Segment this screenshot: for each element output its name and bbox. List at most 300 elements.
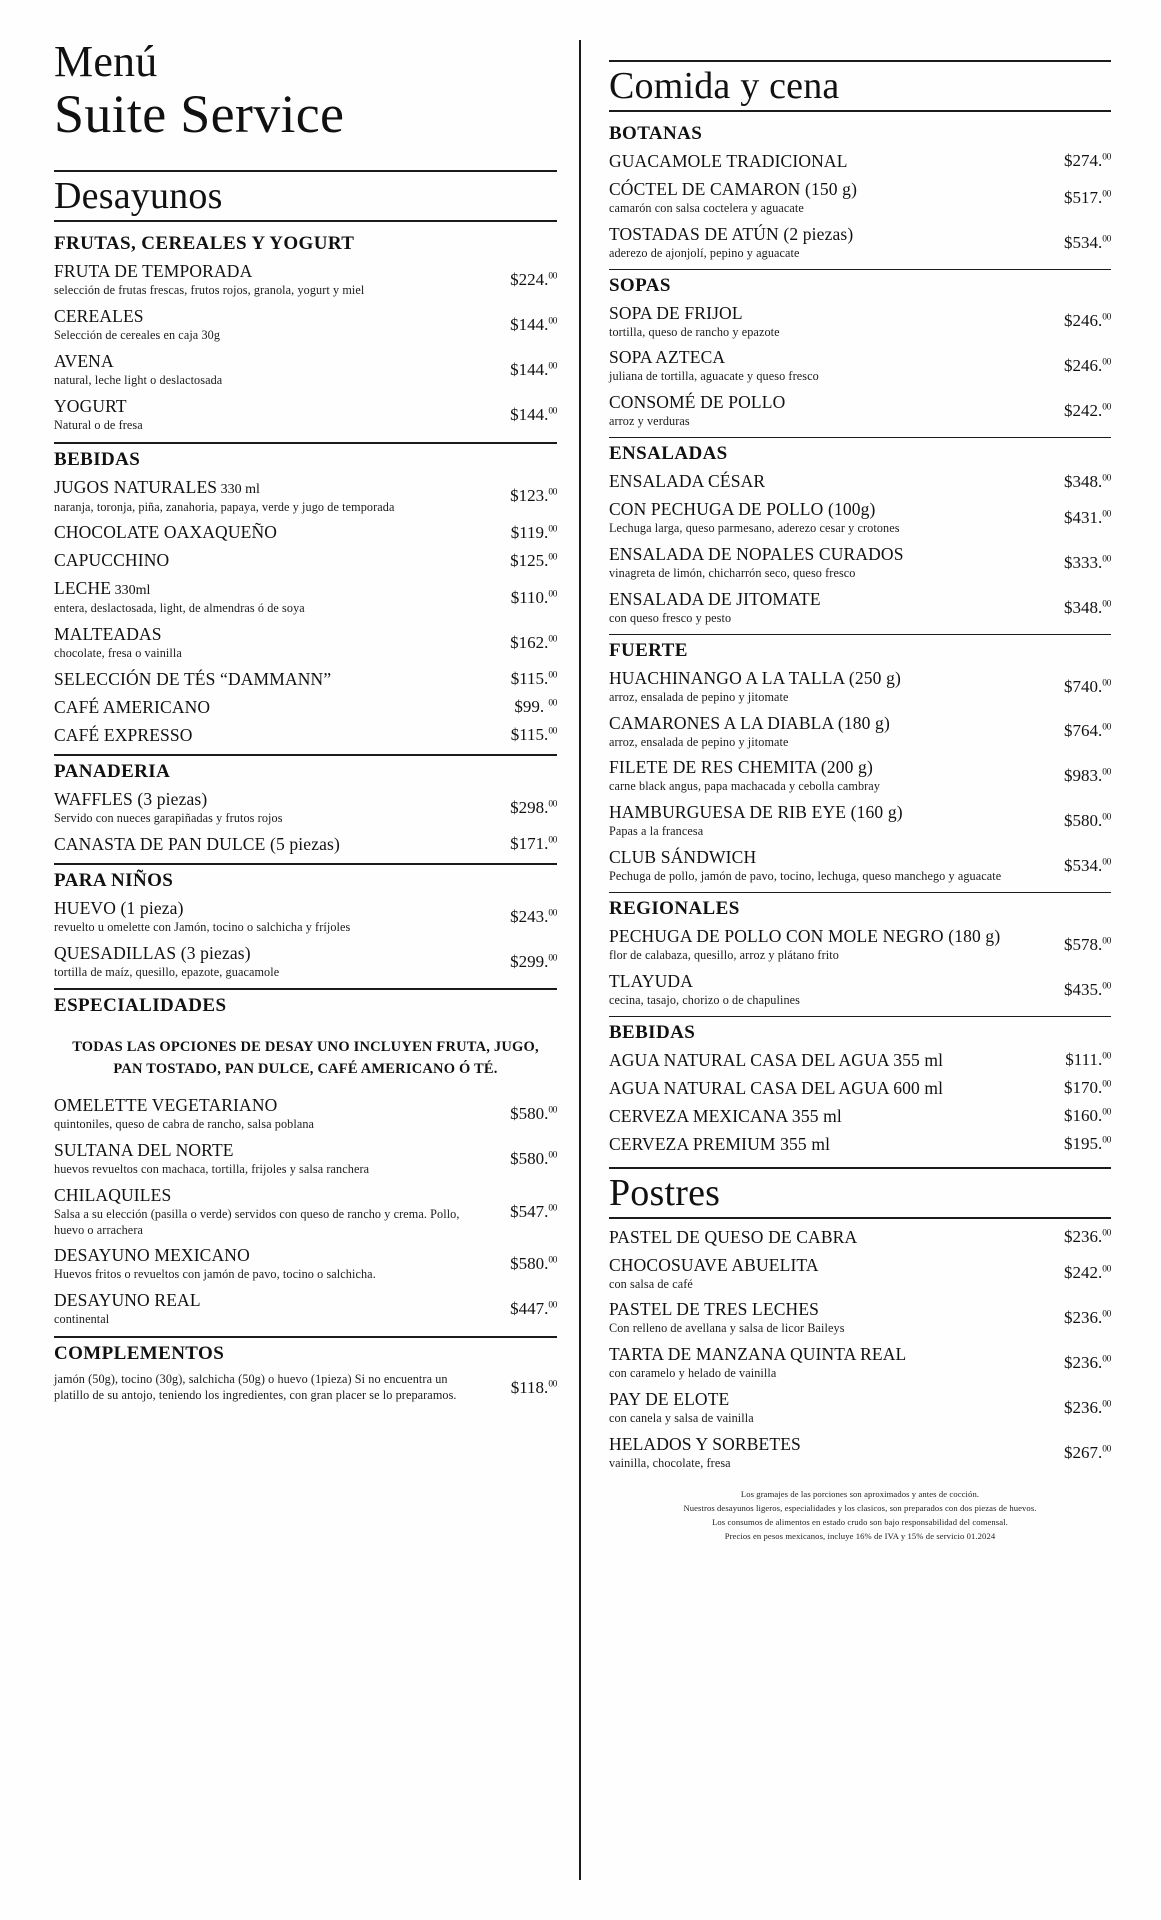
menu-item-name: CON PECHUGA DE POLLO (100g) bbox=[608, 499, 876, 520]
section-items bbox=[54, 787, 557, 855]
menu-item-main bbox=[609, 1299, 1039, 1337]
menu-item bbox=[609, 499, 1111, 537]
menu-item-main bbox=[54, 789, 485, 827]
section-items bbox=[609, 301, 1111, 431]
menu-item-name: CANASTA DE PAN DULCE (5 piezas) bbox=[54, 833, 340, 854]
menu-item bbox=[54, 725, 557, 746]
menu-item-description: con canela y salsa de vainilla bbox=[608, 1411, 754, 1426]
menu-item bbox=[609, 668, 1111, 706]
menu-item-price: $348.00 bbox=[1064, 471, 1111, 491]
menu-item-name: PAY DE ELOTE bbox=[608, 1389, 730, 1410]
menu-item-name: LECHE 330ml bbox=[54, 578, 151, 599]
menu-item-name: YOGURT bbox=[54, 395, 127, 416]
menu-item-price: $170.00 bbox=[1064, 1078, 1111, 1098]
menu-item-description: juliana de tortilla, aguacate y queso fresco bbox=[608, 369, 819, 384]
menu-item-main bbox=[54, 943, 485, 981]
price-cents: 00 bbox=[548, 361, 558, 372]
menu-item-name: SULTANA DEL NORTE bbox=[54, 1139, 234, 1160]
menu-item-main bbox=[54, 261, 485, 299]
comida-cena-title: Comida y cena bbox=[608, 65, 840, 107]
menu-section bbox=[609, 118, 1111, 262]
menu-item-price: $580.00 bbox=[510, 1103, 558, 1123]
price-cents: 00 bbox=[548, 1300, 558, 1311]
menu-item-description: Huevos fritos o revueltos con jamón de pavo, tocino o salchicha. bbox=[54, 1267, 376, 1282]
suite-service-title: Suite Service bbox=[54, 84, 345, 144]
section-items bbox=[609, 149, 1111, 262]
menu-item-name: PECHUGA DE POLLO CON MOLE NEGRO (180 g) bbox=[608, 926, 1001, 946]
left-column bbox=[24, 22, 579, 1906]
menu-item-description: arroz y verduras bbox=[608, 414, 690, 429]
menu-item bbox=[54, 1371, 557, 1404]
menu-item-price: $160.00 bbox=[1064, 1106, 1111, 1126]
menu-item-name: AVENA bbox=[54, 351, 114, 372]
menu-item-price: $195.00 bbox=[1064, 1134, 1111, 1154]
menu-item-main bbox=[609, 151, 1039, 172]
menu-item-price: $983.00 bbox=[1064, 766, 1111, 786]
section-desayunos-header bbox=[54, 170, 557, 222]
menu-item-name: SELECCIÓN DE TÉS “DAMMANN” bbox=[54, 668, 332, 689]
menu-word: Menú bbox=[54, 37, 158, 86]
menu-item-price: $580.00 bbox=[510, 1148, 558, 1168]
section-heading: SOPAS bbox=[609, 269, 1111, 301]
price-cents: 00 bbox=[1102, 677, 1111, 688]
menu-item-name: AGUA NATURAL CASA DEL AGUA 355 ml bbox=[608, 1049, 944, 1070]
price-cents: 00 bbox=[548, 698, 558, 709]
menu-item-price: $447.00 bbox=[510, 1299, 558, 1319]
menu-item-name: CAMARONES A LA DIABLA (180 g) bbox=[608, 712, 890, 733]
menu-section bbox=[609, 634, 1111, 885]
menu-item-price: $236.00 bbox=[1064, 1227, 1111, 1247]
menu-item-description: Lechuga larga, queso parmesano, aderezo cesar y crotones bbox=[608, 521, 900, 536]
price-cents: 00 bbox=[548, 487, 558, 498]
menu-item-price: $517.00 bbox=[1064, 187, 1111, 207]
menu-section bbox=[609, 437, 1111, 627]
menu-item-main bbox=[609, 303, 1039, 341]
menu-item bbox=[54, 1140, 557, 1178]
menu-item-name: OMELETTE VEGETARIANO bbox=[54, 1094, 278, 1115]
price-cents: 00 bbox=[1102, 812, 1111, 823]
menu-item-description: Servido con nueces garapiñadas y frutos rojos bbox=[54, 810, 283, 825]
menu-item bbox=[609, 1299, 1111, 1337]
price-cents: 00 bbox=[1102, 509, 1111, 520]
menu-section bbox=[609, 892, 1111, 1009]
menu-item-main bbox=[54, 697, 485, 718]
menu-item bbox=[54, 669, 557, 690]
price-cents: 00 bbox=[548, 1150, 558, 1161]
menu-item-name: CHOCOSUAVE ABUELITA bbox=[608, 1254, 819, 1275]
menu-item bbox=[609, 926, 1111, 964]
menu-item bbox=[54, 789, 557, 827]
menu-item bbox=[609, 1255, 1111, 1293]
section-heading: PANADERIA bbox=[54, 754, 557, 787]
menu-item-quantity: 330 ml bbox=[217, 481, 260, 497]
menu-item-price: $435.00 bbox=[1064, 979, 1111, 999]
menu-item-price: $125.00 bbox=[510, 550, 558, 570]
menu-item-description: flor de calabaza, quesillo, arroz y plátano frito bbox=[608, 948, 839, 962]
price-cents: 00 bbox=[1102, 1228, 1111, 1239]
menu-item-price: $123.00 bbox=[510, 486, 558, 506]
legal-footer-line: Los consumos de alimentos en estado crudo son bajo responsabilidad del comensal. bbox=[712, 1516, 1008, 1527]
price-cents: 00 bbox=[548, 1202, 558, 1213]
price-cents: 00 bbox=[1102, 1264, 1111, 1275]
menu-item-main bbox=[609, 347, 1039, 385]
menu-item bbox=[609, 1078, 1111, 1099]
section-postres-header bbox=[609, 1167, 1111, 1219]
menu-item-description: Selección de cereales en caja 30g bbox=[54, 328, 221, 343]
menu-item-price: $580.00 bbox=[1064, 811, 1111, 831]
menu-item-main bbox=[609, 1078, 1039, 1099]
menu-item-main bbox=[54, 578, 485, 617]
menu-item-description: Con relleno de avellana y salsa de licor Baileys bbox=[608, 1321, 845, 1336]
menu-item-price: $299.00 bbox=[510, 951, 558, 971]
menu-section bbox=[54, 442, 557, 746]
section-items bbox=[54, 1093, 557, 1328]
menu-item-description: camarón con salsa coctelera y aguacate bbox=[608, 200, 804, 215]
price-cents: 00 bbox=[1102, 599, 1111, 610]
menu-item bbox=[54, 898, 557, 936]
menu-item bbox=[609, 802, 1111, 840]
menu-item bbox=[609, 589, 1111, 627]
price-cents: 00 bbox=[548, 670, 558, 681]
menu-item-main bbox=[54, 624, 485, 662]
menu-item-main bbox=[54, 550, 485, 571]
menu-item-name: DESAYUNO REAL bbox=[54, 1290, 201, 1311]
price-cents: 00 bbox=[1102, 1399, 1111, 1410]
menu-item bbox=[54, 624, 557, 662]
menu-item-description: con queso fresco y pesto bbox=[608, 610, 732, 625]
menu-item-price: $236.00 bbox=[1064, 1308, 1111, 1328]
menu-item bbox=[609, 1106, 1111, 1127]
menu-item-name: ENSALADA CÉSAR bbox=[608, 471, 766, 492]
menu-item-description: selección de frutas frescas, frutos rojos, granola, yogurt y miel bbox=[54, 283, 365, 298]
menu-item-price: $171.00 bbox=[510, 834, 558, 854]
price-cents: 00 bbox=[548, 799, 558, 810]
menu-item-price: $110.00 bbox=[510, 587, 558, 607]
menu-item-main bbox=[609, 1227, 1039, 1248]
price-cents: 00 bbox=[548, 726, 558, 737]
menu-item bbox=[609, 151, 1111, 172]
menu-item bbox=[609, 1227, 1111, 1248]
menu-item-description: quintoniles, queso de cabra de rancho, salsa poblana bbox=[54, 1116, 315, 1131]
menu-item-description: naranja, toronja, piña, zanahoria, papaya, verde y jugo de temporada bbox=[54, 499, 395, 514]
menu-item bbox=[54, 351, 557, 389]
price-cents: 00 bbox=[548, 316, 558, 327]
menu-item-description: aderezo de ajonjolí, pepino y aguacate bbox=[608, 245, 800, 260]
menu-item-name: SOPA AZTECA bbox=[608, 347, 726, 368]
menu-item-main bbox=[54, 725, 485, 746]
menu-item-name: ENSALADA DE JITOMATE bbox=[608, 588, 821, 609]
menu-item bbox=[609, 224, 1111, 262]
menu-section bbox=[54, 988, 557, 1328]
menu-item-main bbox=[54, 1140, 485, 1178]
menu-item-main bbox=[54, 1185, 485, 1239]
menu-item bbox=[54, 943, 557, 981]
section-heading: FUERTE bbox=[609, 634, 1111, 666]
menu-item bbox=[609, 1434, 1111, 1472]
menu-item bbox=[54, 306, 557, 344]
menu-item-description: tortilla, queso de rancho y epazote bbox=[608, 324, 780, 339]
menu-item-name: CAFÉ EXPRESSO bbox=[54, 724, 193, 745]
menu-item-description: continental bbox=[54, 1312, 110, 1327]
menu-item-main bbox=[609, 544, 1039, 582]
menu-item-name: CEREALES bbox=[54, 306, 144, 327]
price-cents: 00 bbox=[1102, 152, 1111, 163]
menu-item-price: $267.00 bbox=[1064, 1442, 1111, 1462]
price-cents: 00 bbox=[1102, 722, 1111, 733]
menu-item-description: tortilla de maíz, quesillo, epazote, guacamole bbox=[54, 964, 280, 979]
price-cents: 00 bbox=[1102, 767, 1111, 778]
menu-item-name: CERVEZA MEXICANA 355 ml bbox=[608, 1105, 842, 1126]
menu-item-main bbox=[609, 1434, 1039, 1472]
menu-item-name: SOPA DE FRIJOL bbox=[608, 302, 743, 323]
legal-footer-line: Nuestros desayunos ligeros, especialidades y los clasicos, son preparados con dos piezas de huevos. bbox=[683, 1502, 1037, 1513]
menu-item-price: $111.00 bbox=[1065, 1050, 1111, 1070]
menu-item-name: MALTEADAS bbox=[54, 624, 162, 645]
section-heading: ESPECIALIDADES bbox=[54, 988, 557, 1021]
menu-item-name: HUACHINANGO A LA TALLA (250 g) bbox=[608, 667, 901, 688]
menu-item-main bbox=[609, 926, 1039, 964]
menu-item-main bbox=[609, 1255, 1039, 1293]
menu-item bbox=[609, 392, 1111, 430]
masthead bbox=[54, 37, 557, 144]
menu-item-name: DESAYUNO MEXICANO bbox=[54, 1245, 250, 1266]
menu-item-main bbox=[54, 669, 485, 690]
price-cents: 00 bbox=[548, 552, 558, 563]
menu-item-main bbox=[54, 351, 485, 389]
legal-footer bbox=[609, 1488, 1111, 1544]
desayunos-title: Desayunos bbox=[54, 175, 223, 218]
menu-item-main bbox=[609, 802, 1039, 840]
menu-item-main bbox=[609, 668, 1039, 706]
menu-item-main bbox=[609, 499, 1039, 537]
section-note: TODAS LAS OPCIONES DE DESAY UNO INCLUYEN FRUTA, JUGO, PAN TOSTADO, PAN DULCE, CAFÉ AMERICANO Ó TÉ. bbox=[72, 1039, 539, 1078]
menu-item-price: $547.00 bbox=[510, 1201, 558, 1221]
menu-item-price: $298.00 bbox=[510, 797, 558, 817]
section-heading: COMPLEMENTOS bbox=[54, 1336, 557, 1369]
price-cents: 00 bbox=[1102, 857, 1111, 868]
menu-item-name: WAFFLES (3 piezas) bbox=[54, 788, 208, 809]
section-comida-cena-header bbox=[609, 60, 1111, 112]
menu-item-name: HELADOS Y SORBETES bbox=[608, 1433, 801, 1454]
menu-item-description: carne black angus, papa machacada y cebolla cambray bbox=[608, 779, 881, 794]
menu-item-price: $242.00 bbox=[1064, 401, 1111, 421]
menu-item-name: GUACAMOLE TRADICIONAL bbox=[608, 150, 848, 171]
section-items bbox=[54, 259, 557, 433]
menu-item bbox=[54, 1290, 557, 1328]
menu-item-name: FILETE DE RES CHEMITA (200 g) bbox=[608, 757, 873, 778]
price-cents: 00 bbox=[1102, 312, 1111, 323]
menu-item bbox=[609, 757, 1111, 795]
menu-item bbox=[54, 261, 557, 299]
menu-item-name: QUESADILLAS (3 piezas) bbox=[54, 942, 251, 963]
menu-item-main bbox=[609, 1134, 1039, 1155]
menu-item-description: cecina, tasajo, chorizo o de chapulines bbox=[608, 992, 801, 1007]
menu-item bbox=[609, 347, 1111, 385]
price-cents: 00 bbox=[548, 835, 558, 846]
legal-footer-line: Precios en pesos mexicanos, incluye 16% de IVA y 15% de servicio 01.2024 bbox=[724, 1530, 996, 1541]
menu-item-price: $246.00 bbox=[1064, 356, 1111, 376]
menu-section bbox=[609, 269, 1111, 431]
menu-item bbox=[54, 522, 557, 543]
right-sections bbox=[609, 118, 1111, 1155]
menu-item-price: $144.00 bbox=[510, 315, 558, 335]
left-sections bbox=[54, 228, 557, 1404]
menu-item-name: TLAYUDA bbox=[608, 970, 693, 991]
menu-item-main bbox=[609, 471, 1039, 492]
menu-item-main bbox=[609, 1106, 1039, 1127]
price-cents: 00 bbox=[548, 1105, 558, 1116]
menu-item-description: Pechuga de pollo, jamón de pavo, tocino, lechuga, queso manchego y aguacate bbox=[608, 869, 1002, 884]
price-cents: 00 bbox=[1102, 189, 1111, 200]
menu-item-main bbox=[54, 834, 485, 855]
menu-item bbox=[54, 477, 557, 516]
section-items bbox=[609, 666, 1111, 885]
menu-item-price: $274.00 bbox=[1064, 151, 1111, 171]
menu-item-main bbox=[609, 392, 1039, 430]
menu-item bbox=[54, 550, 557, 571]
menu-item-main bbox=[54, 477, 485, 516]
menu-item-main bbox=[54, 1245, 485, 1283]
menu-item-main bbox=[54, 306, 485, 344]
menu-item-name: CLUB SÁNDWICH bbox=[608, 847, 757, 868]
menu-item-description: Natural o de fresa bbox=[54, 417, 143, 432]
menu-section bbox=[54, 863, 557, 981]
menu-item bbox=[609, 471, 1111, 492]
price-cents: 00 bbox=[1102, 936, 1111, 947]
menu-item-price: $243.00 bbox=[510, 906, 558, 926]
section-heading: REGIONALES bbox=[609, 892, 1111, 924]
legal-footer-line: Los gramajes de las porciones son aproximados y antes de cocción. bbox=[740, 1488, 980, 1499]
section-items bbox=[54, 896, 557, 981]
menu-item-name: PASTEL DE QUESO DE CABRA bbox=[608, 1226, 858, 1247]
section-heading: ENSALADAS bbox=[609, 437, 1111, 469]
menu-item bbox=[609, 544, 1111, 582]
menu-item-name: JUGOS NATURALES 330 ml bbox=[54, 476, 260, 497]
menu-item-main bbox=[54, 396, 485, 434]
price-cents: 00 bbox=[1102, 1107, 1111, 1118]
section-items bbox=[609, 924, 1111, 1009]
price-cents: 00 bbox=[548, 589, 558, 600]
menu-section bbox=[609, 1016, 1111, 1155]
menu-item bbox=[609, 713, 1111, 751]
menu-item-main bbox=[609, 1050, 1039, 1071]
menu-item bbox=[54, 1245, 557, 1283]
menu-item-description: Papas a la francesa bbox=[608, 824, 704, 839]
price-cents: 00 bbox=[1102, 1051, 1111, 1062]
menu-item-name: PASTEL DE TRES LECHES bbox=[608, 1299, 820, 1320]
menu-item bbox=[54, 1185, 557, 1239]
menu-item-description: Salsa a su elección (pasilla o verde) servidos con queso de rancho y crema. Pollo, huevo o arrachera bbox=[54, 1206, 460, 1237]
menu-item bbox=[54, 697, 557, 718]
menu-item-main bbox=[609, 847, 1039, 885]
menu-item-name: CAFÉ AMERICANO bbox=[54, 696, 211, 717]
menu-item-description: con caramelo y helado de vainilla bbox=[608, 1366, 777, 1381]
menu-section bbox=[54, 754, 557, 855]
menu-item-description: natural, leche light o deslactosada bbox=[54, 373, 223, 388]
price-cents: 00 bbox=[1102, 233, 1111, 244]
menu-item-price: $578.00 bbox=[1064, 934, 1111, 954]
menu-item-main bbox=[609, 971, 1039, 1009]
menu-item-main bbox=[609, 1344, 1039, 1382]
menu-item-main bbox=[609, 713, 1039, 751]
menu-item-price: $333.00 bbox=[1064, 552, 1111, 572]
menu-item-description: chocolate, fresa o vainilla bbox=[54, 646, 182, 661]
menu-item-name: HAMBURGUESA DE RIB EYE (160 g) bbox=[608, 802, 903, 823]
price-cents: 00 bbox=[548, 1255, 558, 1266]
menu-item-main bbox=[54, 898, 485, 936]
menu-item-price: $740.00 bbox=[1064, 676, 1111, 696]
menu-item-main bbox=[609, 224, 1039, 262]
section-items bbox=[609, 1048, 1111, 1155]
menu-item-price: $534.00 bbox=[1064, 232, 1111, 252]
menu-item-name: TARTA DE MANZANA QUINTA REAL bbox=[608, 1344, 907, 1365]
menu-item-price: $236.00 bbox=[1064, 1353, 1111, 1373]
postres-title: Postres bbox=[608, 1171, 721, 1214]
menu-item-main bbox=[54, 522, 485, 543]
menu-item-description: revuelto u omelette con Jamón, tocino o salchicha y fríjoles bbox=[54, 919, 351, 934]
menu-item-name: CONSOMÉ DE POLLO bbox=[608, 392, 786, 413]
menu-item-name: CHOCOLATE OAXAQUEÑO bbox=[54, 522, 278, 543]
price-cents: 00 bbox=[1102, 402, 1111, 413]
menu-item bbox=[54, 834, 557, 855]
menu-item-quantity: 330ml bbox=[111, 583, 151, 599]
menu-section bbox=[54, 1336, 557, 1404]
menu-item-name: CHILAQUILES bbox=[54, 1184, 172, 1205]
menu-item bbox=[609, 1134, 1111, 1155]
price-cents: 00 bbox=[1102, 472, 1111, 483]
price-cents: 00 bbox=[1102, 1135, 1111, 1146]
section-heading: BEBIDAS bbox=[609, 1016, 1111, 1048]
menu-item-price: $99. $^{00}$ bbox=[514, 697, 558, 717]
menu-item-main bbox=[54, 1290, 485, 1328]
menu-item bbox=[609, 179, 1111, 217]
menu-item-price: $115.00 bbox=[510, 669, 558, 689]
menu-item-price: $236.00 bbox=[1064, 1398, 1111, 1418]
menu-item-price: $580.00 bbox=[510, 1254, 558, 1274]
menu-item-main bbox=[54, 1095, 485, 1133]
price-cents: 00 bbox=[1102, 1444, 1111, 1455]
menu-item-price: $246.00 bbox=[1064, 311, 1111, 331]
menu-item-name: TOSTADAS DE ATÚN (2 piezas) bbox=[608, 223, 854, 244]
section-items bbox=[54, 1369, 557, 1404]
price-cents: 00 bbox=[548, 1378, 558, 1389]
menu-item-price: $534.00 bbox=[1064, 856, 1111, 876]
menu-item-description: arroz, ensalada de pepino y jitomate bbox=[608, 734, 789, 749]
menu-item-price: $224.00 bbox=[510, 270, 558, 290]
menu-item-main bbox=[54, 1371, 485, 1404]
price-cents: 00 bbox=[1102, 1079, 1111, 1090]
menu-item bbox=[609, 1389, 1111, 1427]
menu-item bbox=[609, 1050, 1111, 1071]
menu-section bbox=[54, 228, 557, 433]
menu-item bbox=[54, 1095, 557, 1133]
menu-item-price: $144.00 bbox=[510, 359, 558, 379]
section-items bbox=[54, 475, 557, 746]
menu-item-price: $431.00 bbox=[1064, 508, 1111, 528]
price-cents: 00 bbox=[1102, 1309, 1111, 1320]
menu-item-price: $119.00 bbox=[510, 522, 558, 542]
menu-item-price: $242.00 bbox=[1064, 1263, 1111, 1283]
menu-item-name: AGUA NATURAL CASA DEL AGUA 600 ml bbox=[608, 1077, 944, 1098]
menu-item-name: HUEVO (1 pieza) bbox=[54, 897, 184, 918]
menu-item-description: arroz, ensalada de pepino y jitomate bbox=[608, 689, 789, 704]
menu-item-name: CERVEZA PREMIUM 355 ml bbox=[608, 1133, 831, 1154]
menu-item-name: FRUTA DE TEMPORADA bbox=[54, 261, 253, 282]
menu-item-main bbox=[609, 179, 1039, 217]
menu-item bbox=[609, 971, 1111, 1009]
price-cents: 00 bbox=[1102, 981, 1111, 992]
price-cents: 00 bbox=[1102, 1354, 1111, 1365]
